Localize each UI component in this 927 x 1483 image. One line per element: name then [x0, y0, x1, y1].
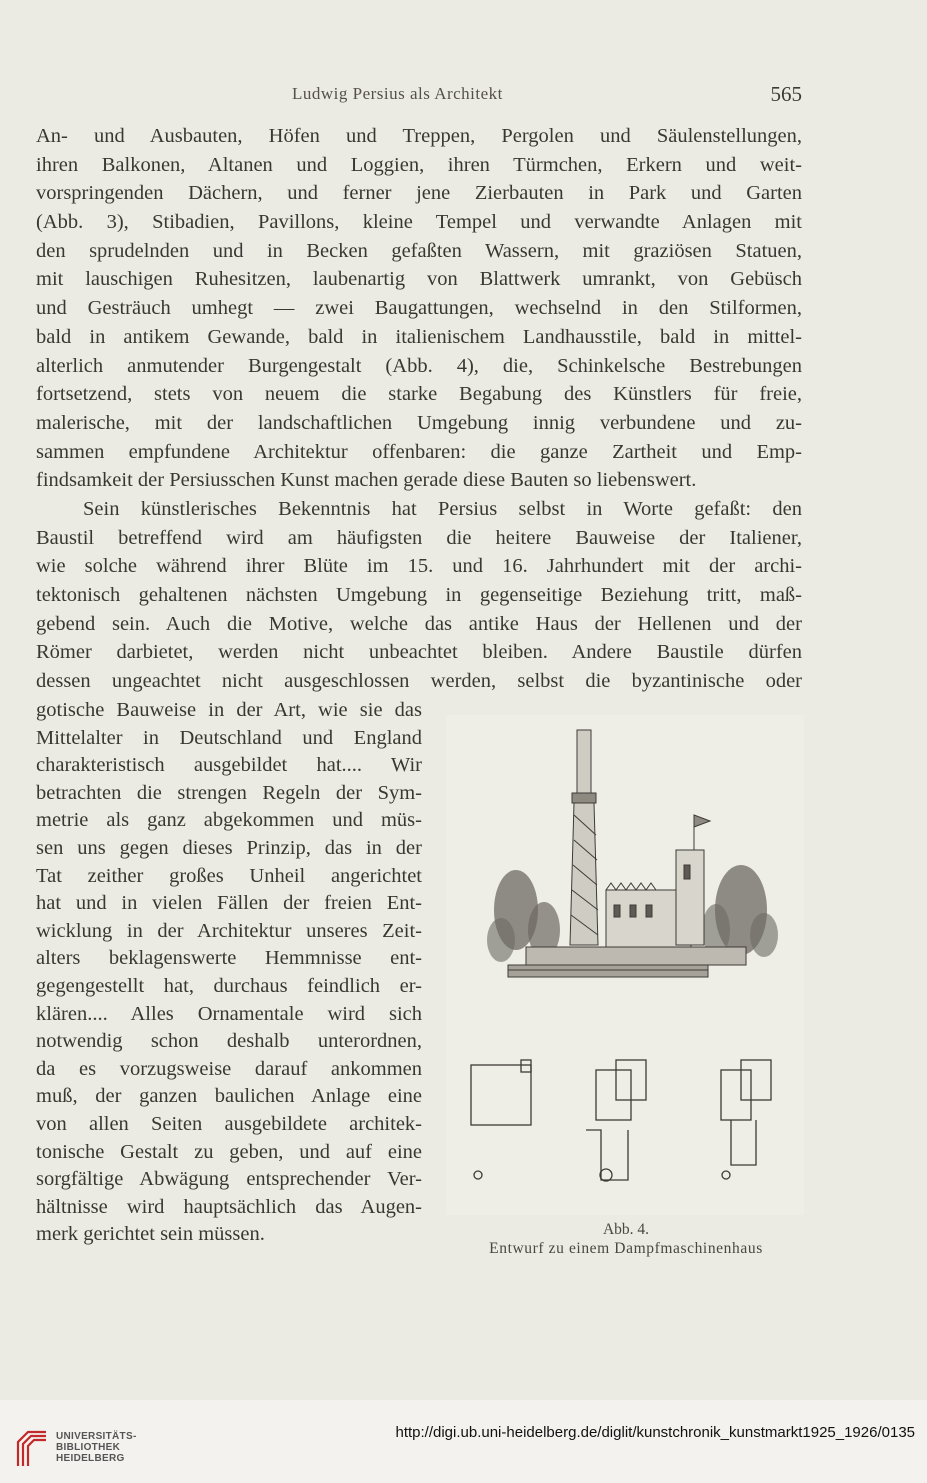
text-line: klären.... Alles Ornamentale wird sich — [36, 1002, 422, 1025]
figure-caption-text: Entwurf zu einem Dampfmaschinenhaus — [489, 1240, 763, 1257]
text-line: Baustil betreffend wird am häufigsten die heitere Bauweise der Italiener, — [36, 526, 802, 549]
text-line: fortsetzend, stets von neuem die starke Begabung des Künstlers für freie, — [36, 383, 802, 406]
text-line: gebend sein. Auch die Motive, welche das antike Haus der Hellenen und der — [36, 612, 802, 635]
text-line: tonische Gestalt zu geben, und auf eine — [36, 1140, 422, 1163]
library-logo-icon — [10, 1422, 50, 1470]
library-name: UNIVERSITÄTS- BIBLIOTHEK HEIDELBERG — [56, 1431, 137, 1464]
text-line: Mittelalter in Deutschland und England — [36, 726, 422, 749]
text-line: findsamkeit der Persiusschen Kunst machen gerade diese Bauten so liebenswert. — [36, 469, 697, 492]
running-header — [36, 82, 802, 110]
text-line: dessen ungeachtet nicht ausgeschlossen werden, selbst die byzantinische oder — [36, 670, 802, 693]
body-text-wide — [36, 122, 802, 696]
page-number: 565 — [770, 82, 802, 106]
text-line: hat und in vielen Fällen der freien Ent- — [36, 892, 422, 915]
text-line: ihren Balkonen, Altanen und Loggien, ihren Türmchen, Erkern und weit- — [36, 153, 802, 176]
text-line: malerische, mit der landschaftlichen Umgebung innig verbundene und zu- — [36, 411, 802, 434]
text-line: wicklung in der Architektur unseres Zeit- — [36, 919, 422, 942]
text-line: Sein künstlerisches Bekenntnis hat Persius selbst in Worte gefaßt: den — [83, 497, 802, 520]
text-line: charakteristisch ausgebildet hat.... Wir — [36, 754, 422, 777]
text-line: wie solche während ihrer Blüte im 15. und 16. Jahrhundert mit der archi- — [36, 555, 802, 578]
text-line: gegengestellt hat, durchaus feindlich er- — [36, 974, 422, 997]
text-line: sorgfältige Abwägung entsprechender Ver- — [36, 1168, 422, 1191]
paragraph-2-wide — [36, 495, 802, 696]
text-line: sammen empfundene Architektur offenbaren: die ganze Zartheit und Emp- — [36, 440, 802, 463]
text-line: vorspringenden Dächern, und ferner jene Zierbauten in Park und Garten — [36, 182, 802, 205]
figure-caption — [440, 1220, 812, 1258]
text-line: und Gesträuch umhegt — zwei Baugattungen, wechselnd in den Stilformen, — [36, 297, 802, 320]
text-line: tektonisch gehaltenen nächsten Umgebung in gegenseitige Beziehung tritt, maß- — [36, 584, 802, 606]
text-line: merk gerichtet sein müssen. — [36, 1223, 265, 1246]
paragraph-2-narrow-column — [36, 697, 422, 1249]
text-line: den sprudelnden und in Becken gefaßten Wassern, mit graziösen Statuen, — [36, 239, 802, 262]
figure-label: Abb. 4. — [602, 1221, 650, 1238]
running-title: Ludwig Persius als Architekt — [292, 84, 503, 103]
text-line: Römer darbietet, werden nicht unbeachtet bleiben. Andere Baustile dürfen — [36, 641, 802, 664]
text-line: sen uns gegen dieses Prinzip, das in der — [36, 836, 422, 859]
text-line: alters beklagenswerte Hemmnisse ent- — [36, 947, 422, 970]
figure-engine-house-drawing — [446, 715, 804, 1215]
text-line: muß, der ganzen baulichen Anlage eine — [36, 1085, 422, 1108]
source-url-link[interactable]: http://digi.ub.uni-heidelberg.de/diglit/kunstchronik_kunstmarkt1925_1926/0135 — [395, 1424, 915, 1441]
paragraph-1 — [36, 122, 802, 495]
text-line: (Abb. 3), Stibadien, Pavillons, kleine Tempel und verwandte Anlagen mit — [36, 211, 802, 234]
digitization-footer — [0, 1400, 927, 1483]
text-line: hältnisse wird hauptsächlich das Augen- — [36, 1195, 422, 1218]
text-line: von allen Seiten ausgebildete architek- — [36, 1112, 422, 1135]
text-line: mit lauschigen Ruhesitzen, laubenartig von Blattwerk umrankt, von Gebüsch — [36, 268, 802, 291]
text-line: notwendig schon deshalb unterordnen, — [36, 1030, 422, 1053]
text-line: alterlich anmutender Burgengestalt (Abb. 4), die, Schinkelsche Bestrebungen — [36, 354, 802, 377]
text-line: betrachten die strengen Regeln der Sym- — [36, 781, 422, 804]
text-line: bald in antikem Gewande, bald in italienischem Landhausstile, bald in mittel- — [36, 325, 802, 348]
text-line: metrie als ganz abgekommen und müs- — [36, 809, 422, 832]
text-line: An- und Ausbauten, Höfen und Treppen, Pergolen und Säulenstellungen, — [36, 125, 802, 147]
text-line: gotische Bauweise in der Art, wie sie das — [36, 699, 422, 721]
text-line: Tat zeither großes Unheil angerichtet — [36, 864, 422, 887]
text-line: da es vorzugsweise darauf ankommen — [36, 1057, 422, 1080]
